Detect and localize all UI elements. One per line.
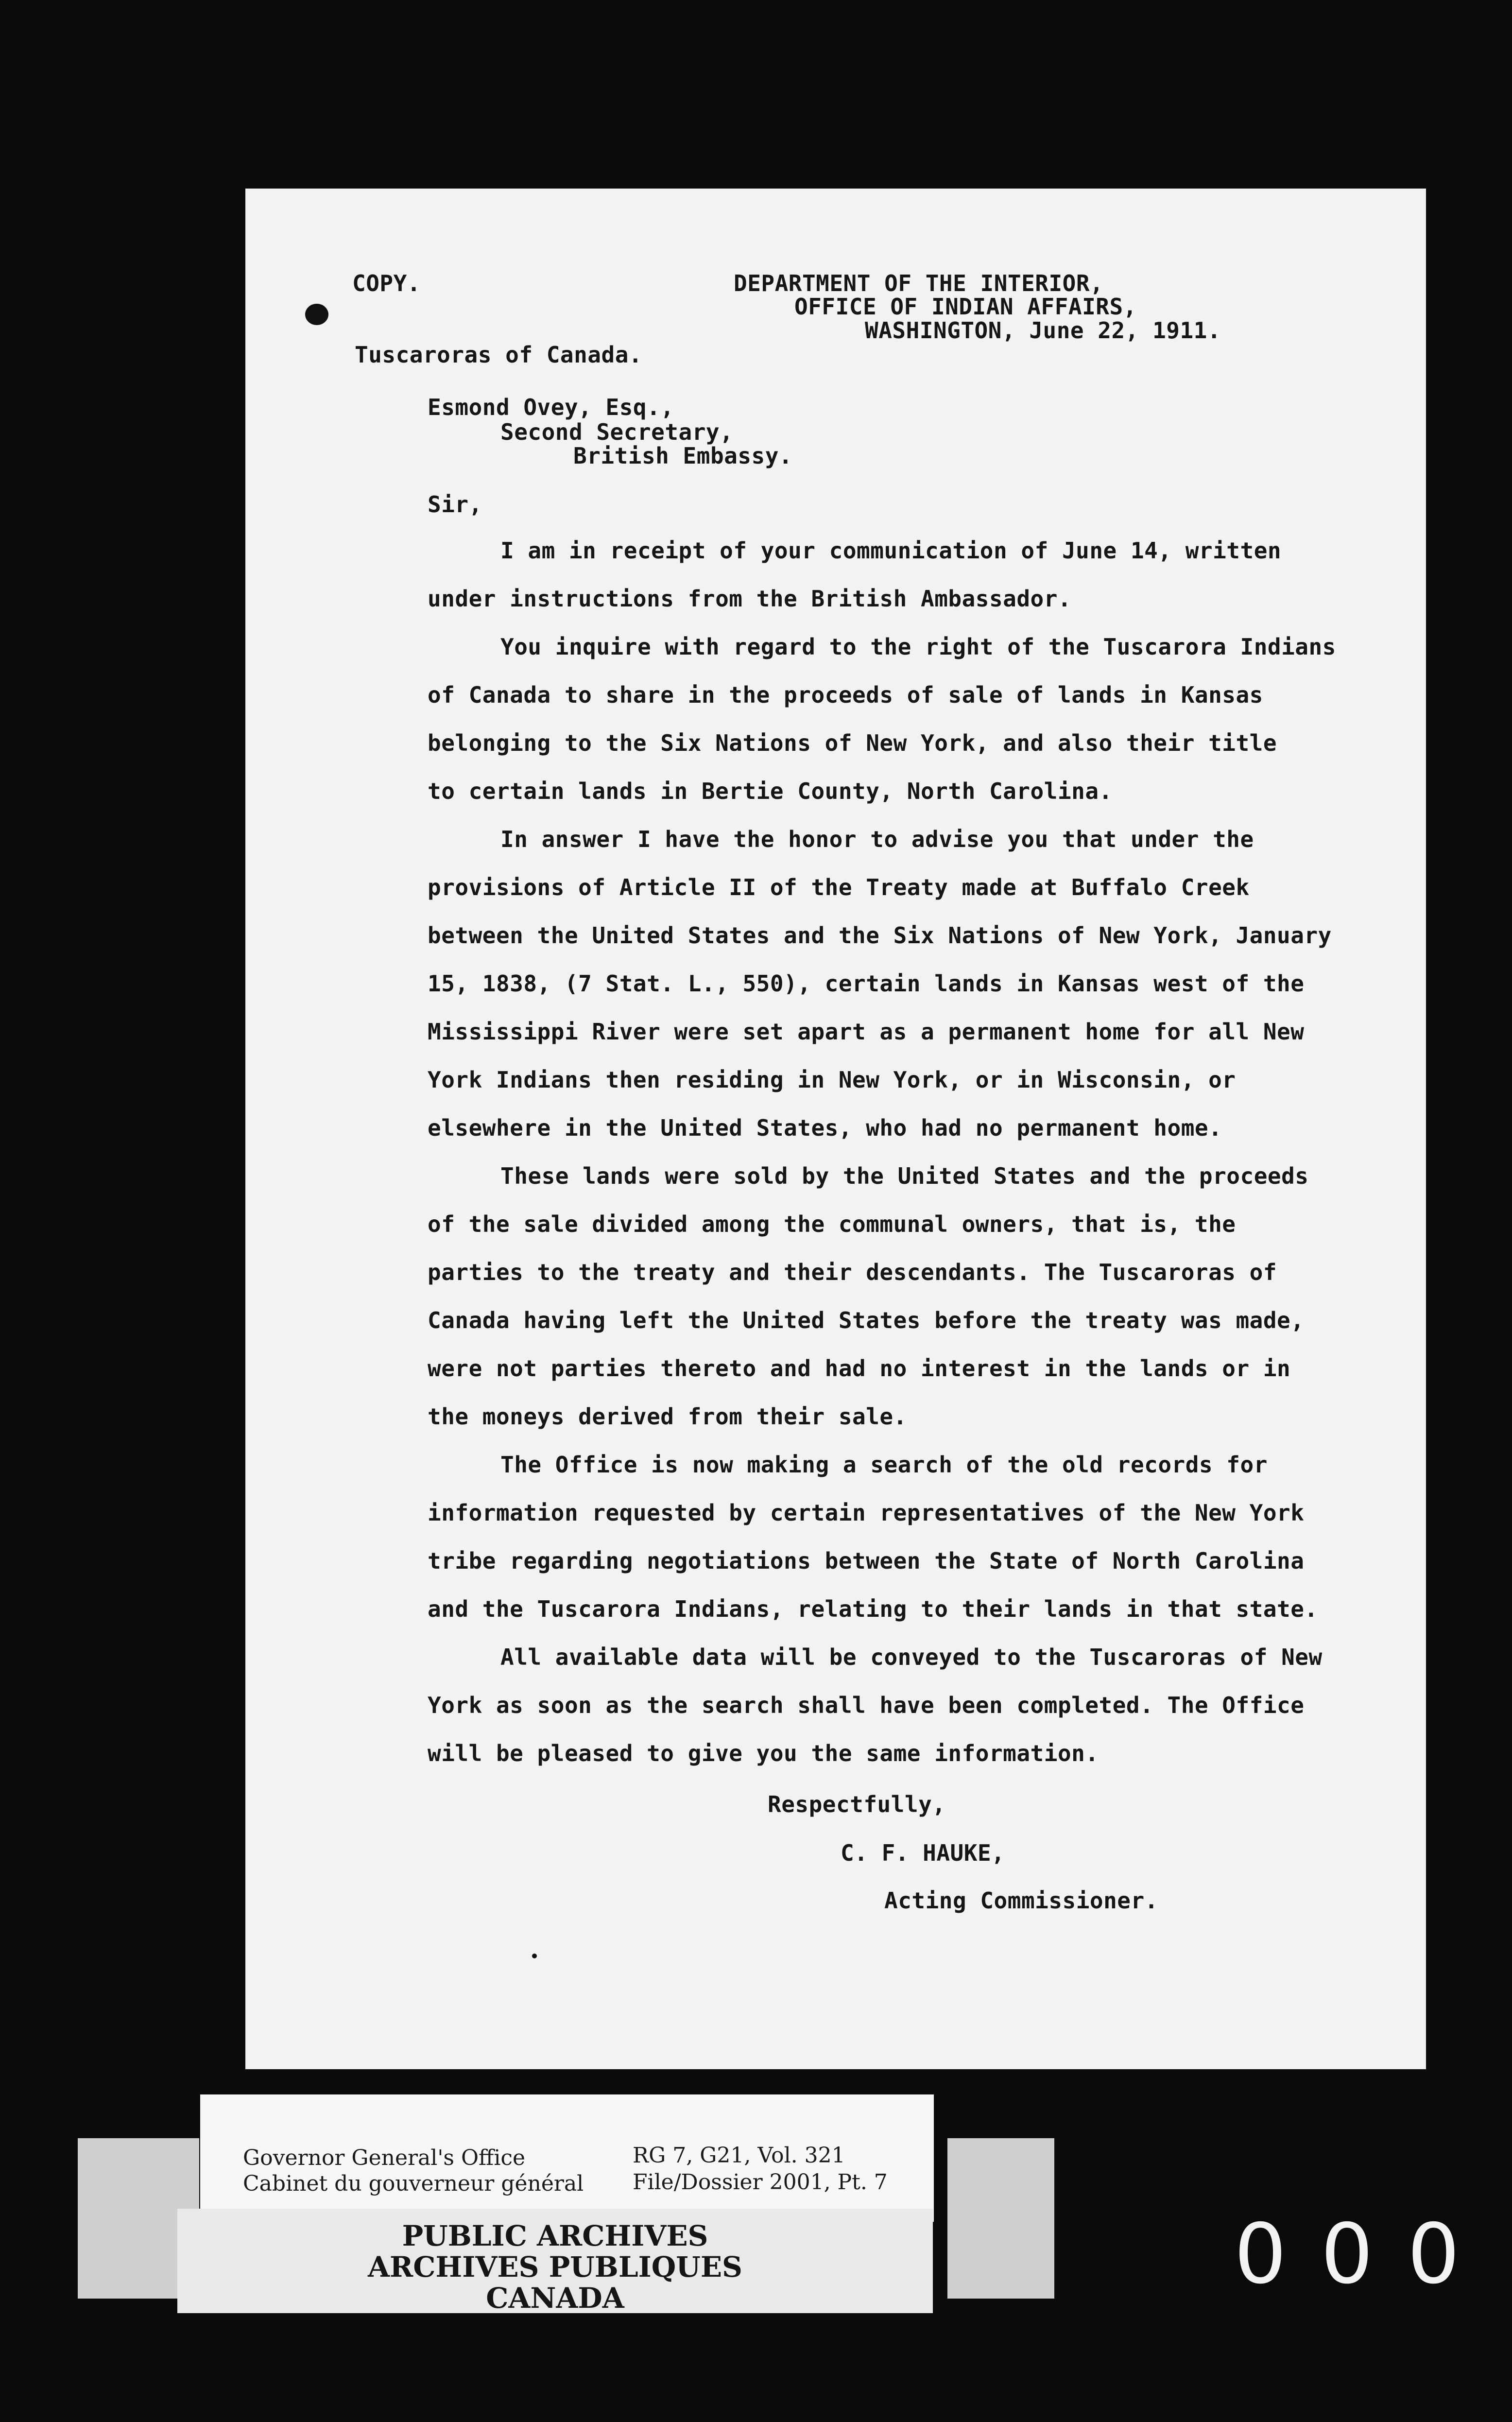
body-line: elsewhere in the United States, who had no permanent home.	[428, 1115, 1222, 1141]
body-line: 15, 1838, (7 Stat. L., 550), certain lands in Kansas west of the	[428, 970, 1305, 997]
body-line: parties to the treaty and their descendants. The Tuscaroras of	[428, 1259, 1277, 1285]
stamp-line-2: ARCHIVES PUBLIQUES	[368, 2250, 742, 2284]
signer-name: C. F. HAUKE,	[841, 1840, 1005, 1866]
label-edge-right	[947, 2138, 1054, 2299]
addressee-title: Second Secretary,	[500, 419, 734, 445]
archive-office-en: Governor General's Office	[243, 2145, 526, 2170]
body-line: Canada having left the United States before the treaty was made,	[428, 1307, 1305, 1333]
letterhead-department: DEPARTMENT OF THE INTERIOR,	[734, 270, 1104, 296]
addressee-name: Esmond Ovey, Esq.,	[428, 394, 674, 420]
letterhead-office: OFFICE OF INDIAN AFFAIRS,	[794, 294, 1137, 320]
body-line: the moneys derived from their sale.	[428, 1403, 907, 1430]
body-line: of the sale divided among the communal owners, that is, the	[428, 1211, 1236, 1237]
closing: Respectfully,	[768, 1791, 946, 1817]
microfilm-frame-number: 0 0 0	[1234, 2206, 1464, 2302]
body-line: under instructions from the British Ambassador.	[428, 586, 1072, 612]
archive-stamp-text	[177, 2221, 933, 2314]
body-line: of Canada to share in the proceeds of sale of lands in Kansas	[428, 682, 1263, 708]
body-line: These lands were sold by the United States and the proceeds	[500, 1163, 1309, 1189]
body-line: tribe regarding negotiations between the State of North Carolina	[428, 1548, 1305, 1574]
subject-line: Tuscaroras of Canada.	[355, 342, 643, 368]
archive-file: File/Dossier 2001, Pt. 7	[633, 2170, 888, 2195]
body-line: York as soon as the search shall have been completed. The Office	[428, 1692, 1305, 1718]
body-line: I am in receipt of your communication of June 14, written	[500, 537, 1282, 564]
body-line: York Indians then residing in New York, or in Wisconsin, or	[428, 1067, 1236, 1093]
body-line: All available data will be conveyed to the Tuscaroras of New	[500, 1644, 1323, 1670]
body-line: In answer I have the honor to advise you that under the	[500, 826, 1254, 852]
signer-title: Acting Commissioner.	[884, 1887, 1158, 1914]
copy-mark: COPY.	[352, 270, 421, 296]
body-line: You inquire with regard to the right of the Tuscarora Indians	[500, 634, 1336, 660]
body-line: will be pleased to give you the same information.	[428, 1740, 1099, 1766]
body-line: between the United States and the Six Nations of New York, January	[428, 922, 1332, 949]
body-line: and the Tuscarora Indians, relating to their lands in that state.	[428, 1596, 1318, 1622]
body-line: provisions of Article II of the Treaty made at Buffalo Creek	[428, 874, 1250, 900]
ink-blot	[305, 304, 328, 325]
archive-office-fr: Cabinet du gouverneur général	[243, 2171, 584, 2196]
salutation: Sir,	[428, 491, 482, 518]
body-line: to certain lands in Bertie County, North Carolina.	[428, 778, 1113, 804]
ink-speck	[532, 1954, 537, 1958]
stamp-line-1: PUBLIC ARCHIVES	[402, 2219, 708, 2252]
letterhead-place-date: WASHINGTON, June 22, 1911.	[865, 317, 1221, 344]
stamp-line-3: CANADA	[486, 2281, 624, 2315]
body-line: information requested by certain representatives of the New York	[428, 1500, 1305, 1526]
body-line: were not parties thereto and had no interest in the lands or in	[428, 1355, 1291, 1382]
addressee-org: British Embassy.	[573, 443, 793, 469]
body-line: Mississippi River were set apart as a permanent home for all New	[428, 1019, 1305, 1045]
archive-reference: RG 7, G21, Vol. 321	[633, 2143, 845, 2168]
body-line: The Office is now making a search of the old records for	[500, 1452, 1268, 1478]
body-line: belonging to the Six Nations of New York, and also their title	[428, 730, 1277, 756]
